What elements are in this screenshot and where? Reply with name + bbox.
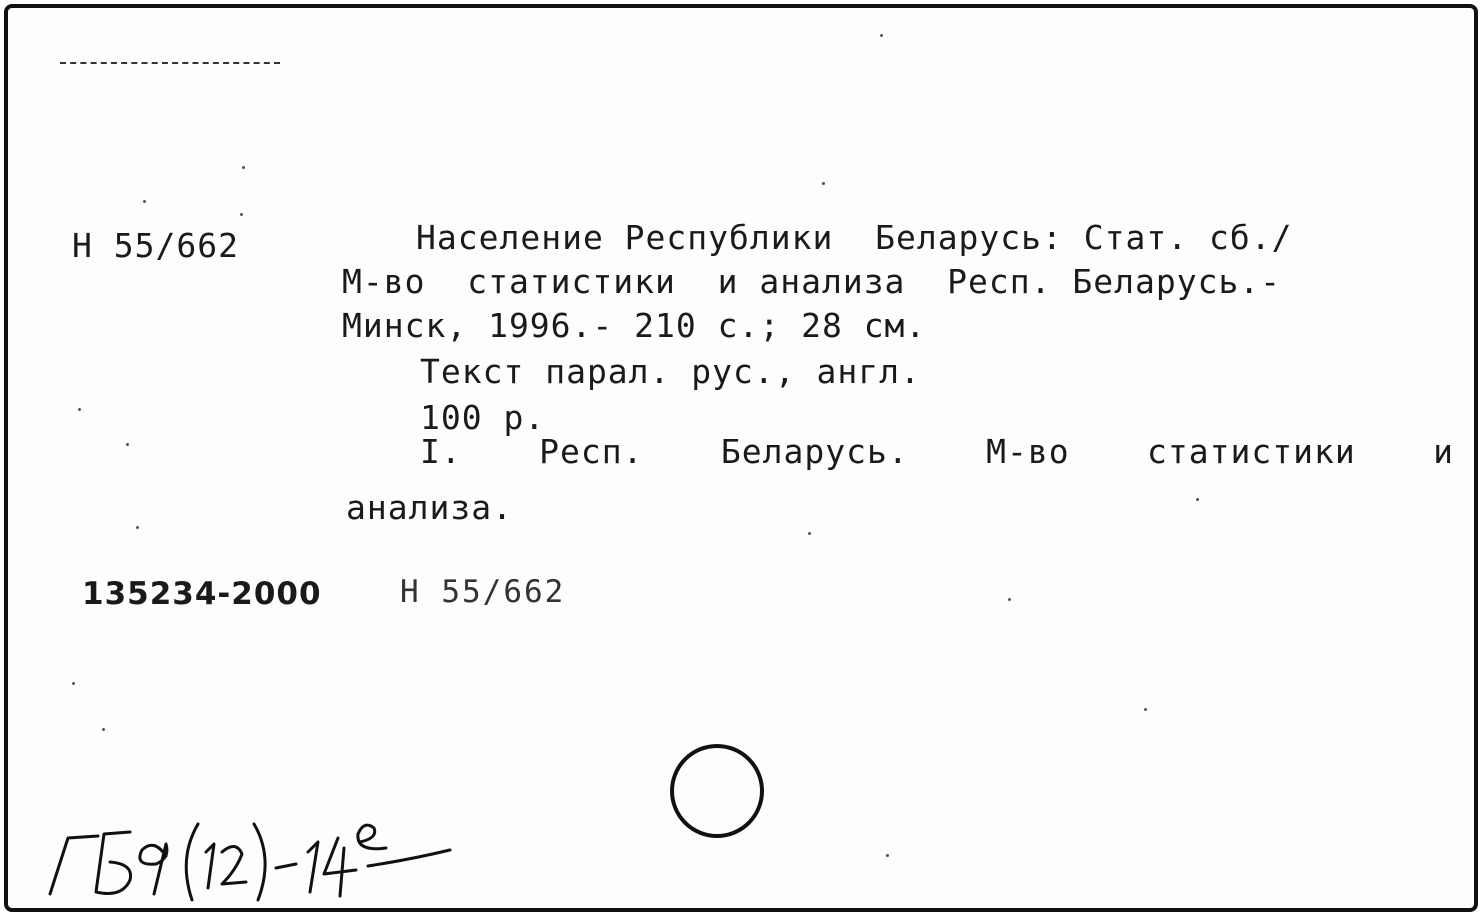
scan-speck bbox=[102, 728, 105, 731]
accession-shelfmark: Н 55/662 bbox=[400, 574, 566, 610]
scan-speck bbox=[136, 526, 139, 529]
scan-speck bbox=[242, 166, 245, 169]
top-dashed-rule bbox=[60, 62, 280, 64]
tracing-word: Беларусь. bbox=[720, 432, 909, 471]
catalog-card bbox=[4, 4, 1478, 912]
scan-speck bbox=[72, 682, 75, 685]
imprint-line: Минск, 1996.- 210 с.; 28 см. bbox=[342, 306, 927, 345]
author-line: М-во статистики и анализа Респ. Беларусь.- bbox=[342, 262, 1282, 301]
scan-speck bbox=[808, 532, 811, 535]
scan-speck bbox=[1144, 708, 1147, 711]
title-line: Население Республики Беларусь: Стат. сб./ bbox=[416, 218, 1293, 257]
scan-speck bbox=[78, 408, 81, 411]
handwritten-classification-code bbox=[38, 808, 478, 908]
tracing-word: и bbox=[1433, 432, 1454, 471]
scan-speck bbox=[126, 443, 129, 446]
scan-speck bbox=[143, 200, 146, 203]
tracing-word: М-во bbox=[986, 432, 1070, 471]
call-number: Н 55/662 bbox=[72, 226, 239, 265]
scan-speck bbox=[1008, 598, 1011, 601]
scan-speck bbox=[886, 854, 889, 857]
price-note: 100 р. bbox=[420, 398, 546, 437]
tracing-word: статистики bbox=[1147, 432, 1356, 471]
scan-speck bbox=[240, 213, 243, 216]
tracing-end: анализа. bbox=[346, 488, 513, 527]
accession-number: 135234-2000 bbox=[82, 576, 322, 612]
tracing-word: I. bbox=[420, 432, 462, 471]
language-note: Текст парал. рус., англ. bbox=[420, 352, 921, 391]
scan-speck bbox=[822, 182, 825, 185]
scan-speck bbox=[1196, 498, 1199, 501]
scan-speck bbox=[880, 34, 883, 37]
card-punch-hole bbox=[670, 744, 764, 838]
tracing-line bbox=[420, 432, 1454, 472]
tracing-word: Респ. bbox=[539, 432, 644, 471]
